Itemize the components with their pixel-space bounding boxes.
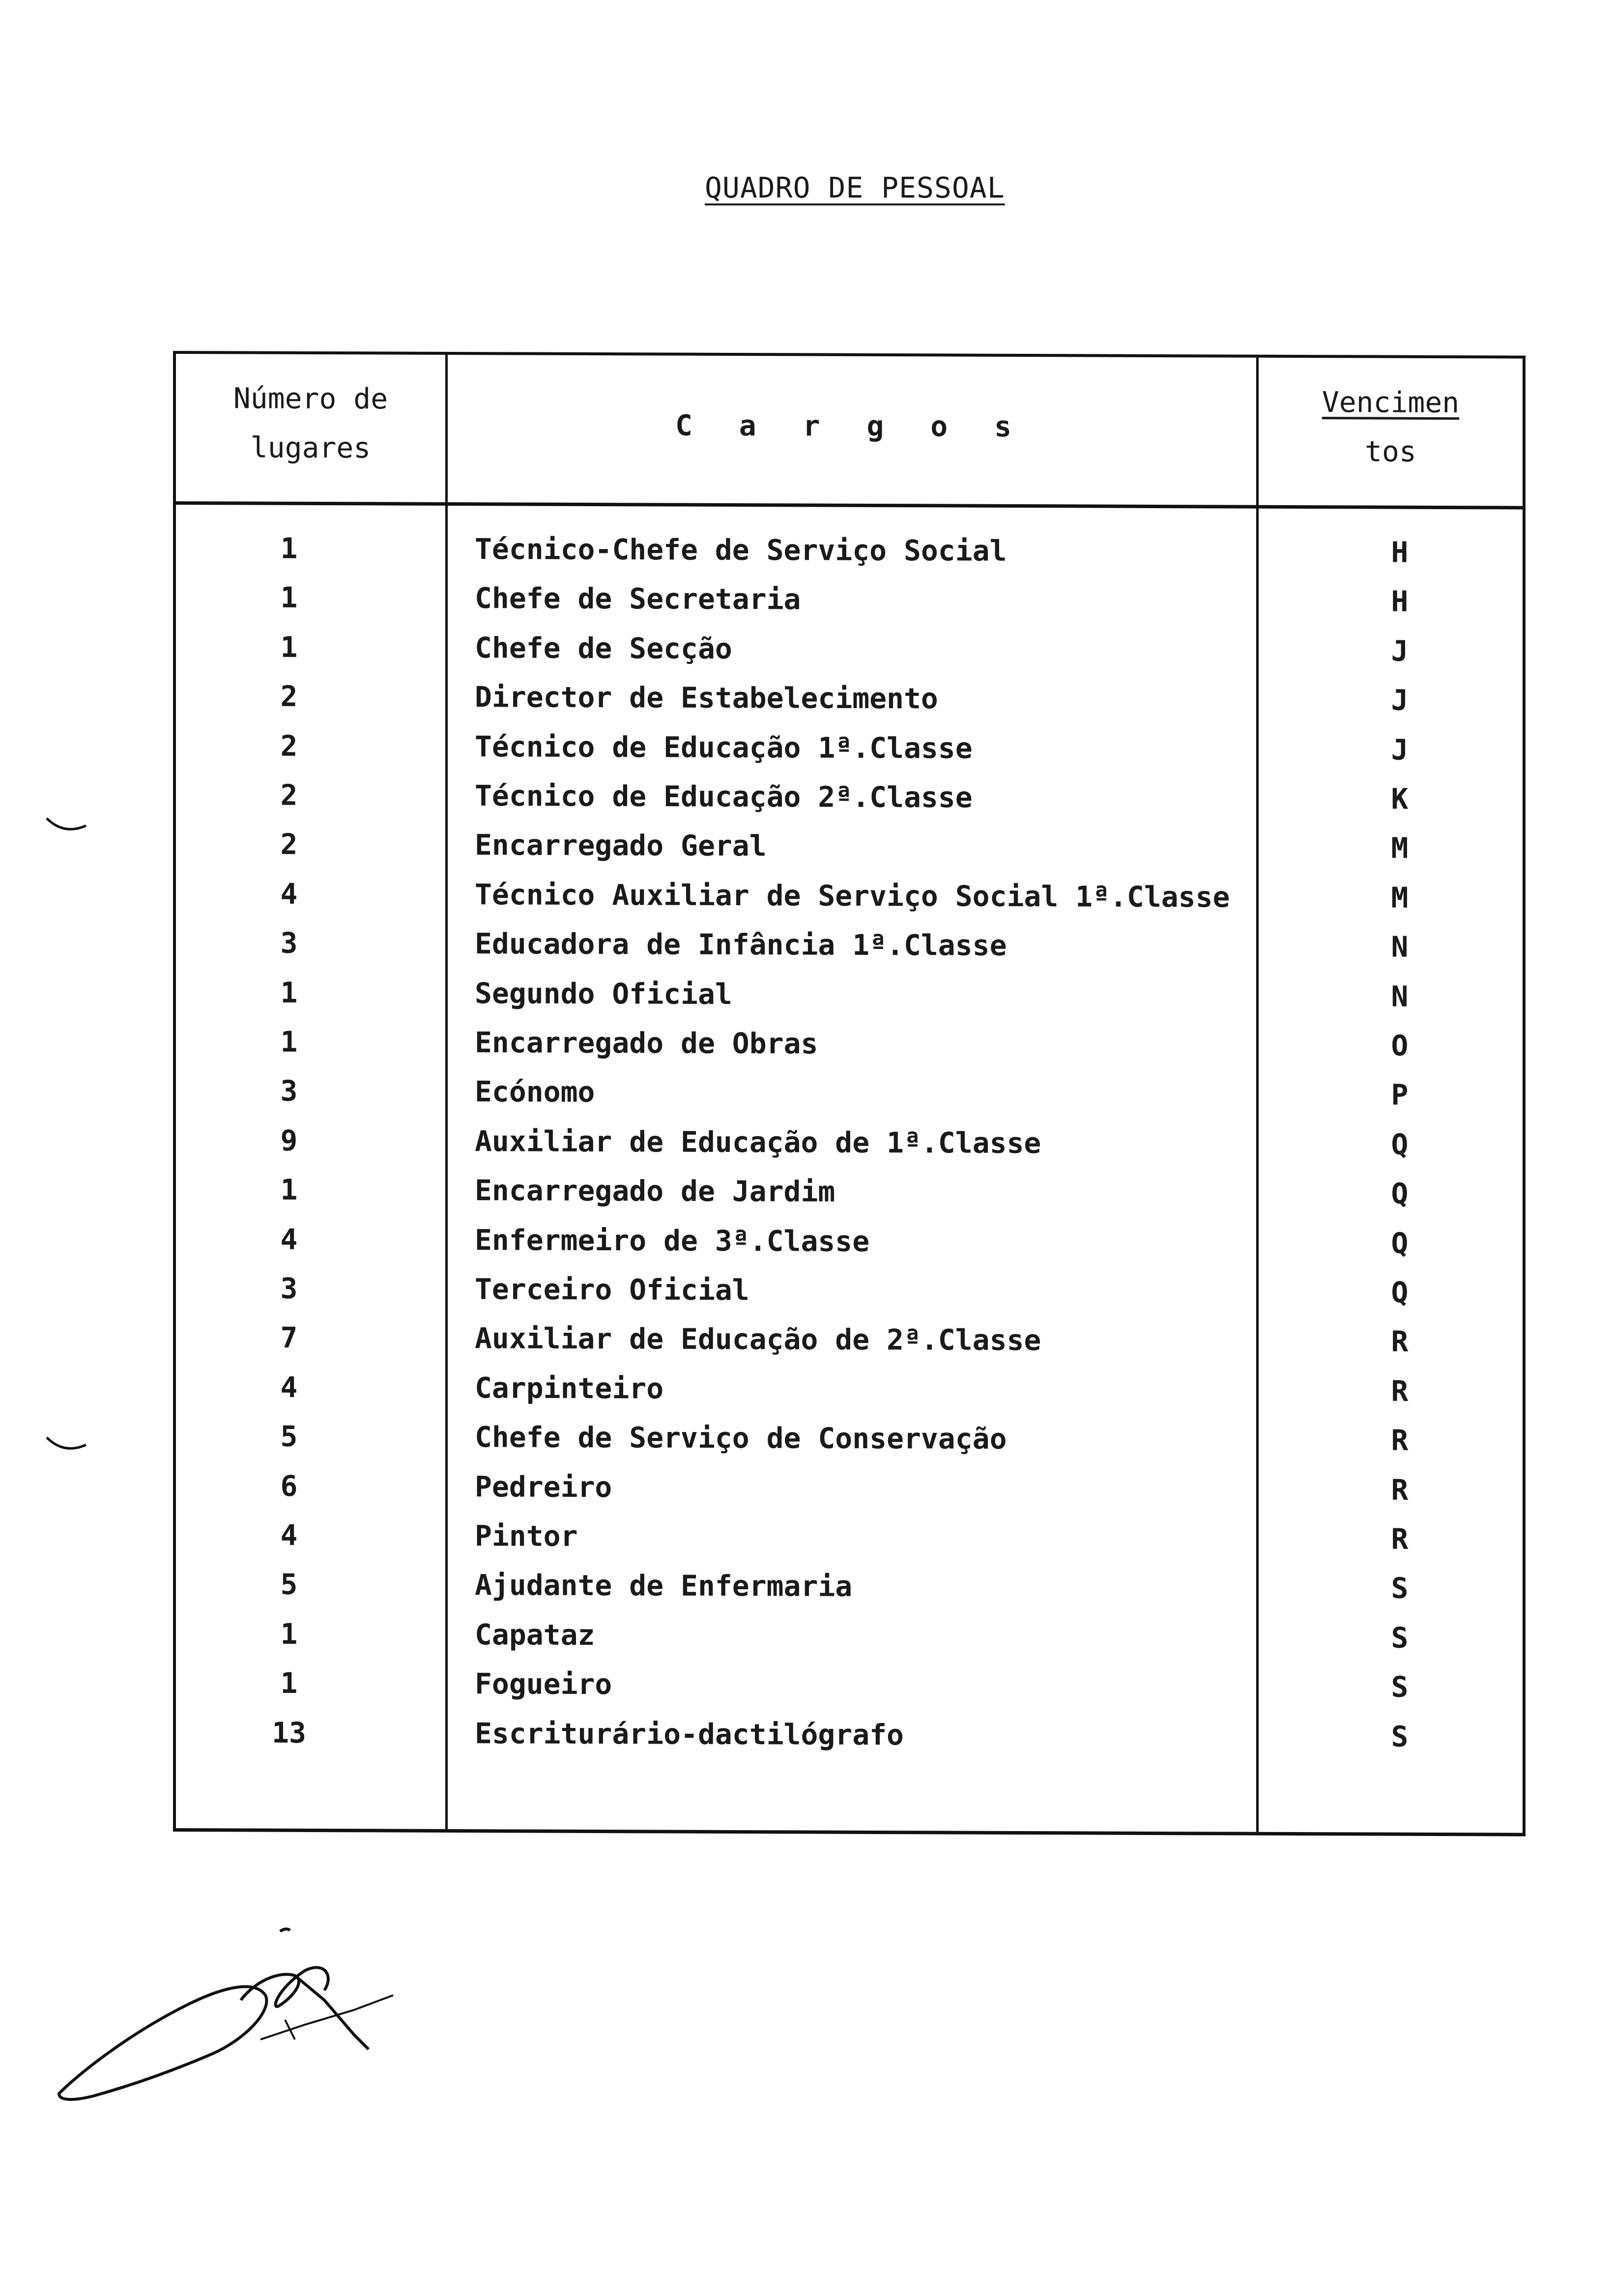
header-venc-line1: Vencimen [1322, 385, 1460, 420]
cell-vencimento: R [1391, 1473, 1409, 1507]
table-row [176, 1017, 1523, 1071]
cell-vencimento: J [1391, 733, 1409, 767]
margin-mark [44, 1435, 88, 1455]
cell-cargo: Educadora de Infância 1ª.Classe [475, 927, 1007, 963]
cell-numero-lugares: 4 [280, 1370, 298, 1404]
cell-cargo: Ecónomo [475, 1075, 595, 1109]
cell-numero-lugares: 4 [280, 1518, 298, 1552]
cell-cargo: Carpinteiro [475, 1371, 664, 1406]
cell-cargo: Escriturário-dactilógrafo [475, 1716, 904, 1751]
cell-vencimento: N [1391, 930, 1409, 964]
cell-cargo: Director de Estabelecimento [475, 680, 938, 716]
cell-numero-lugares: 3 [280, 1074, 298, 1108]
cell-numero-lugares: 1 [280, 531, 298, 565]
cell-cargo: Técnico Auxiliar de Serviço Social 1ª.Classe [475, 877, 1230, 914]
table-row [176, 671, 1523, 725]
cell-vencimento: J [1391, 683, 1409, 717]
cell-cargo: Auxiliar de Educação de 2ª.Classe [475, 1321, 1041, 1357]
table-row [176, 1362, 1523, 1416]
table-row [176, 1116, 1523, 1170]
cell-numero-lugares: 4 [280, 877, 298, 911]
cell-cargo: Capataz [475, 1617, 595, 1652]
table-row [176, 1461, 1523, 1515]
table-row [176, 1708, 1523, 1762]
cell-vencimento: S [1391, 1572, 1409, 1606]
cell-cargo: Técnico de Educação 1ª.Classe [475, 729, 973, 765]
table-row [176, 1263, 1523, 1318]
cell-numero-lugares: 1 [280, 1173, 298, 1207]
cell-vencimento: S [1391, 1621, 1409, 1655]
table-row [176, 1313, 1523, 1367]
cell-vencimento: Q [1391, 1177, 1409, 1210]
header-vencimentos [1259, 377, 1523, 477]
cell-vencimento: J [1391, 634, 1409, 668]
cell-numero-lugares: 1 [280, 1025, 298, 1059]
cell-vencimento: M [1391, 881, 1409, 915]
cell-numero-lugares: 2 [280, 729, 298, 763]
cell-numero-lugares: 13 [272, 1716, 306, 1750]
cell-cargo: Pedreiro [475, 1469, 612, 1504]
cell-numero-lugares: 4 [280, 1222, 298, 1256]
header-numero [176, 373, 445, 473]
cell-cargo: Encarregado de Jardim [475, 1174, 835, 1208]
table-row [176, 1066, 1523, 1120]
cell-cargo: Chefe de Secção [475, 631, 732, 665]
header-divider [176, 501, 1523, 510]
cell-vencimento: S [1391, 1670, 1409, 1704]
personnel-table [173, 351, 1526, 1837]
table-row [176, 918, 1523, 972]
cell-vencimento: R [1391, 1522, 1409, 1556]
cell-vencimento: S [1391, 1720, 1409, 1753]
cell-vencimento: R [1391, 1374, 1409, 1408]
cell-vencimento: Q [1391, 1275, 1409, 1309]
cell-numero-lugares: 1 [280, 1666, 298, 1700]
header-cargos: C a r g o s [675, 408, 1027, 444]
cell-cargo: Fogueiro [475, 1667, 612, 1701]
cell-cargo: Pintor [475, 1519, 578, 1553]
table-row [176, 1214, 1523, 1268]
cell-vencimento: H [1391, 535, 1409, 569]
cell-cargo: Encarregado de Obras [475, 1026, 818, 1061]
cell-cargo: Ajudante de Enfermaria [475, 1568, 853, 1604]
table-row [176, 770, 1523, 824]
cell-numero-lugares: 6 [280, 1469, 298, 1503]
cell-numero-lugares: 2 [280, 778, 298, 812]
table-row [176, 1510, 1523, 1564]
table-row [176, 573, 1523, 627]
cell-vencimento: O [1391, 1029, 1409, 1062]
cell-numero-lugares: 3 [280, 1271, 298, 1305]
cell-cargo: Enfermeiro de 3ª.Classe [475, 1223, 870, 1258]
cell-numero-lugares: 5 [280, 1568, 298, 1602]
cell-numero-lugares: 9 [280, 1123, 298, 1157]
margin-mark [44, 816, 88, 835]
table-row [176, 721, 1523, 775]
cell-cargo: Técnico de Educação 2ª.Classe [475, 779, 973, 814]
table-row [176, 1411, 1523, 1465]
cell-cargo: Segundo Oficial [475, 976, 732, 1011]
cell-numero-lugares: 7 [280, 1321, 298, 1355]
cell-vencimento: N [1391, 979, 1409, 1013]
header-venc-line2: tos [1365, 434, 1416, 468]
table-row [176, 523, 1523, 577]
signature-image [49, 1877, 403, 2103]
cell-numero-lugares: 1 [280, 1617, 298, 1651]
table-row [176, 1165, 1523, 1219]
cell-numero-lugares: 3 [280, 926, 298, 960]
cell-numero-lugares: 2 [280, 828, 298, 861]
cell-cargo: Terceiro Oficial [475, 1272, 749, 1307]
cell-cargo: Encarregado Geral [475, 828, 767, 863]
cell-vencimento: H [1391, 585, 1409, 619]
cell-cargo: Chefe de Serviço de Conservação [475, 1420, 1007, 1456]
cell-numero-lugares: 2 [280, 679, 298, 714]
cell-cargo: Auxiliar de Educação de 1ª.Classe [475, 1124, 1041, 1160]
table-row [176, 1609, 1523, 1663]
cell-numero-lugares: 1 [280, 976, 298, 1009]
header-numero-line1: Número de [233, 381, 388, 416]
page-title: QUADRO DE PESSOAL [705, 171, 1005, 204]
table-row [176, 622, 1523, 676]
cell-numero-lugares: 5 [280, 1419, 298, 1454]
table-row [176, 869, 1523, 923]
cell-numero-lugares: 1 [280, 581, 298, 615]
cell-vencimento: R [1391, 1325, 1409, 1359]
cell-numero-lugares: 1 [280, 630, 298, 664]
cell-cargo: Chefe de Secretaria [475, 581, 801, 616]
cell-vencimento: M [1391, 832, 1409, 865]
cell-vencimento: Q [1391, 1127, 1409, 1161]
table-row [176, 1559, 1523, 1613]
header-numero-line2: lugares [250, 430, 371, 465]
table-row [176, 1658, 1523, 1712]
cell-vencimento: Q [1391, 1226, 1409, 1260]
table-row [176, 968, 1523, 1022]
cell-vencimento: P [1391, 1078, 1409, 1112]
cell-cargo: Técnico-Chefe de Serviço Social [475, 532, 1007, 568]
cell-vencimento: R [1391, 1423, 1409, 1457]
table-row [176, 819, 1523, 873]
cell-vencimento: K [1391, 782, 1409, 816]
